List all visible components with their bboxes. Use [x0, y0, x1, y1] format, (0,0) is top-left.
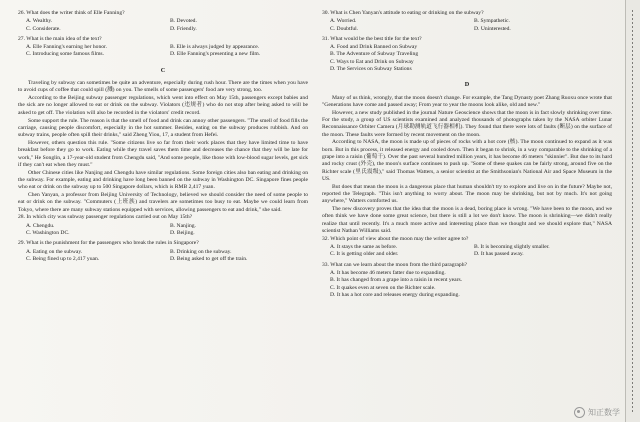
option-b: B. It is becoming slightly smaller.	[474, 244, 550, 251]
section-label-d: D	[464, 81, 470, 89]
question-text: 31. What would be the best title for the text?	[322, 35, 422, 42]
question-text: 28. In which city was subway passenger regulations carried out on May 15th?	[18, 214, 193, 221]
question-text: 32. Which point of view about the moon may the writer agree to?	[322, 235, 469, 242]
dashed-cut-line	[632, 10, 633, 412]
question-30	[322, 10, 612, 33]
option-b: B. Elle is always judged by appearance.	[170, 44, 260, 51]
option-c: C. Considerate.	[26, 25, 61, 32]
option-d: D. Uninterested.	[474, 25, 511, 32]
option-d: D. It has passed away.	[474, 251, 524, 258]
option-d: D. The Services on Subway Stations	[330, 66, 412, 73]
passage-paragraph: Many of us think, wrongly, that the moon doesn't change. For example, the Tang Dynasty poet Zhang Ruoxu once wrote that "Generations have come and passed away; From year to year the moons look alike, old and new."	[322, 94, 612, 108]
option-b: B. Nanjing.	[170, 222, 196, 229]
passage-paragraph: However, others question this rule. "Some citizens live so far from their work places that they have limited time to have breakfast before they go to work. Eating while they travel saves them time and decreases the chance that they will be late for work," He Songlin, a 17-year-old student from Chengdu said, "And some people, like those with low-blood sugar levels, get sick if they can't eat when they must."	[18, 139, 308, 168]
option-d: D. Beijing.	[170, 230, 195, 237]
option-b: B. The Adventure of Subway Traveling	[330, 51, 419, 58]
option-b: B. Devoted.	[170, 18, 197, 25]
question-28	[18, 214, 308, 237]
passage-paragraph: Chen Yanyan, a professor from Beijing University of Technology, believed we should consider the need of some people to eat or drink on the subway. "Commuters (上班族) and travelers are sometimes too busy to eat. Maybe we could learn from Tokyo, where there are many subway stations equipped with services, allowing passengers to eat and drink," she said.	[18, 192, 308, 213]
option-a: A. Elle Fanning's earning her honor.	[26, 44, 108, 51]
passage-paragraph: The new discovery proves that the idea that the moon is a dead, boring place is wrong. "We have been to the moon, and we often think we have done some great science, but there is still a lot we don't know. The moon is shrinking—we didn't really realize that until recently. It's a much more active and interesting place than we thought and we should explore that," NASA scientist Nathan Williams said.	[322, 206, 612, 235]
passage-paragraph: Some support the rule. The reason is that the smell of food and drink can annoy other passengers. "The smell of food fills the carriage, causing people discomfort, especially in the hot summer. Besides, eating on the subway produces rubbish. And on subway trains, people often spill their drinks," said Zheng Yiou, 17, a student from Hefei.	[18, 117, 308, 139]
option-b: B. It has changed from a grape into a raisin in recent years.	[330, 277, 463, 284]
passage-c	[18, 80, 308, 214]
option-a: A. Food and Drink Banned on Subway	[330, 44, 418, 51]
option-b: B. Drinking on the subway.	[170, 248, 232, 255]
option-d: D. Friendly.	[170, 25, 197, 32]
passage-paragraph: However, a new study published in the journal Nature Geoscience shows that the moon is in fact slowly shrinking over time. For the study, a group of US scientists examined and analyzed thousands of photographs taken by the NASA orbiter Lunar Reconnaissance Orbiter Camera (月球勘测轨道飞行器相机). They found that there were lots of faults (断层) on the surface of the moon. These faults were formed by recent movement on the moon.	[322, 109, 612, 138]
passage-paragraph: Other Chinese cities like Nanjing and Chengdu have similar regulations. Some foreign cities also ban eating and drinking on the subway. For example, eating and drinking have long been banned on the subway in Washington DC. Singapore fines people who eat or drink on the subway up to 500 Singapore dollars, which is RMB 2,417 yuan.	[18, 169, 308, 191]
question-26	[18, 10, 308, 33]
option-c: C. Washington DC.	[26, 230, 70, 237]
option-d: D. Elle Fanning's presenting a new film.	[170, 51, 261, 58]
question-text: 27. What is the main idea of the text?	[18, 35, 102, 42]
passage-paragraph: But does that mean the moon is a dangerous place that human shouldn't try to explore and live on in the future? Maybe not, reported the Telegraph. "This isn't anything to worry about. The moon may be shrinking, but not by much. It's not going anywhere," Watters comforted us.	[322, 183, 612, 205]
option-a: A. Wealthy.	[26, 18, 53, 25]
option-c: C. Ways to Eat and Drink on Subway	[330, 58, 414, 65]
question-27	[18, 36, 308, 59]
wechat-icon	[574, 407, 585, 418]
option-a: A. Eating on the subway.	[26, 248, 83, 255]
question-text: 26. What does the writer think of Elle Fanning?	[18, 10, 125, 16]
question-33	[322, 262, 612, 299]
option-a: A. It has become 46 meters fatter due to expanding.	[330, 270, 446, 276]
option-c: C. It quakes even at seven on the Richter scale.	[330, 284, 436, 291]
passage-paragraph: According to NASA, the moon is made up of pieces of rocks with a hot core (核). The moon continued to expand as it was born. But in this process, it released energy and cooled down. Then it began to shrink, in a way comparable to the shrinking of a grape into a raisin (葡萄干). Over the past several hundred million years, it has become 46 meters "skinnier". But due to its hard and rocky crust (外壳), the moon's surface continues to push up. "Some of these quakes can be fairly strong, around five on the Richter scale (里氏震级)," said Thomas Watters, a senior scientist at the Smithsonian's National Air and Space Museum in the US.	[322, 139, 612, 182]
question-text: 29. What is the punishment for the passengers who break the rules in Singapore?	[18, 240, 199, 247]
option-c: C. Introducing some famous films.	[26, 51, 104, 58]
passage-paragraph: According to the Beijing subway passenger regulations, which went into effect on May 15th, passengers except babies and the sick are no longer allowed to eat or drink on the subway. Violators (违规者) who do not stop after being asked to will be asked to get off. The violation will also be recorded in the violators' credit record.	[18, 95, 308, 116]
passage-paragraph: Traveling by subway can sometimes be quite an adventure, especially during rush hour. There are the times when you have to avoid cups of coffee that could spill (溅) on you. The smells of some passengers' food are very strong, too.	[18, 80, 308, 94]
section-label-c: C	[160, 66, 166, 74]
option-c: C. Doubtful.	[330, 25, 359, 32]
option-a: A. It stays the same as before.	[330, 244, 398, 251]
question-32	[322, 236, 612, 259]
question-text: 33. What can we learn about the moon from the third paragraph?	[322, 261, 467, 268]
option-a: A. Worried.	[330, 18, 357, 25]
question-29	[18, 240, 308, 263]
option-c: C. It is getting older and older.	[330, 251, 399, 258]
question-text: 30. What is Chen Yanyan's attitude to eating or drinking on the subway?	[322, 10, 484, 16]
option-a: A. Chengdu.	[26, 222, 55, 229]
left-column	[18, 10, 308, 266]
binding-margin	[625, 0, 640, 422]
option-c: C. Being fined up to 2,417 yuan.	[26, 255, 100, 262]
question-31	[322, 36, 612, 73]
watermark	[574, 407, 620, 418]
option-d: D. It has a hot core and releases energy during expanding.	[330, 291, 460, 298]
option-b: B. Sympathetic.	[474, 18, 510, 25]
option-d: D. Being asked to get off the train.	[170, 255, 248, 262]
right-column	[322, 10, 612, 302]
watermark-text: 知正数学	[588, 408, 620, 417]
passage-d	[322, 95, 612, 236]
